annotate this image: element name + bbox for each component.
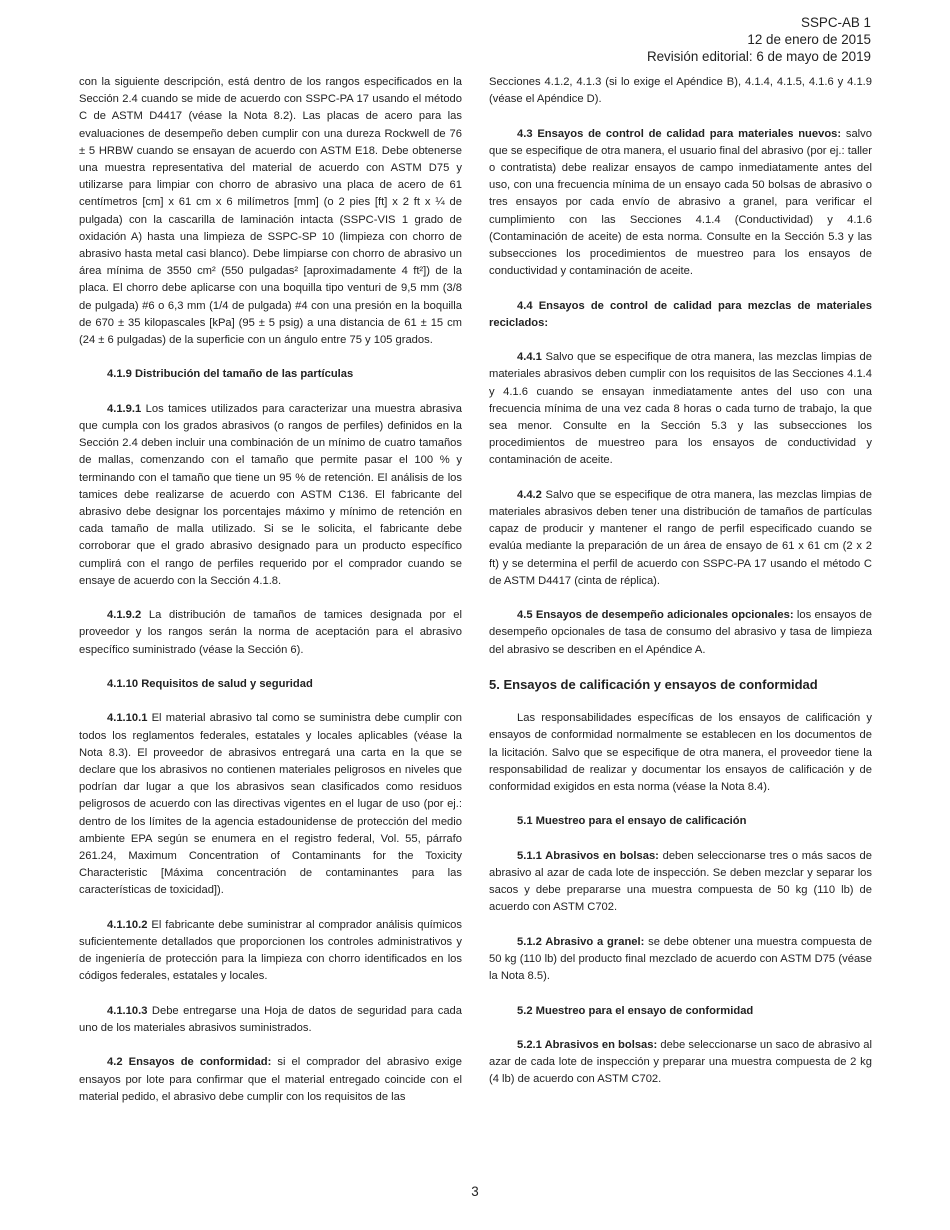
section-text: Salvo que se especifique de otra manera, las mezclas limpias de materiales abrasivos deben tener una distribución de tamaños de partículas capaz de producir y mantener el rango de perfil especificado cuando se evalúa mediante la preparación de un área de ensayo de 61 x 61 cm (2 x 2 ft) y se determina el perfil de acuerdo con SSPC-PA 17 usando el método C de ASTM D4417 (cinta de réplica). xyxy=(489,488,872,587)
section-number: 4.5 Ensayos de desempeño adicionales opcionales: xyxy=(517,609,794,622)
section-text: Debe entregarse una Hoja de datos de seguridad para cada uno de los materiales abrasivos suministrados. xyxy=(79,1004,462,1035)
section-text: El fabricante debe suministrar al comprador análisis químicos suficientemente detallados que proporcionen los controles administrativos y de ingeniería de protección para la limpieza con chorro identificados en los códigos federales, estatales y locales. xyxy=(79,918,462,983)
document-id: SSPC-AB 1 xyxy=(801,15,871,30)
section-number: 4.4.2 xyxy=(517,488,542,501)
section-4-1-10-2 xyxy=(79,917,462,986)
section-4-2 xyxy=(79,1054,462,1106)
section-number: 4.1.9.2 xyxy=(107,609,142,622)
section-4-1-9-1 xyxy=(79,401,462,590)
section-5-intro: Las responsabilidades específicas de los ensayos de calificación y ensayos de conformidad normalmente se establecen en los documentos de la licitación. Salvo que se especifique de otra manera, el proveedor tiene la responsabilidad de realizar y documentar los ensayos de calificación y de conformidad exigidos en esta norma (véase la Nota 8.4). xyxy=(489,712,872,794)
section-5-2-1 xyxy=(489,1037,872,1089)
section-4-5 xyxy=(489,607,872,659)
heading-5-1: 5.1 Muestreo para el ensayo de calificación xyxy=(517,815,747,828)
section-4-3 xyxy=(489,126,872,281)
section-number: 4.1.10.3 xyxy=(107,1004,148,1017)
section-text: deben seleccionarse tres o más sacos de abrasivo al azar de cada lote de inspección. Se deben mezclar y separar los sacos y debe prepararse una muestra compuesta de 50 kg (110 lb) de acuerdo con ASTM C702. xyxy=(489,849,872,914)
document-date: 12 de enero de 2015 xyxy=(747,32,871,47)
page-number: 3 xyxy=(471,1184,479,1199)
section-number: 4.3 Ensayos de control de calidad para materiales nuevos: xyxy=(517,127,842,140)
section-heading: 4.4 Ensayos de control de calidad para mezclas de materiales reciclados: xyxy=(489,299,872,329)
section-4-4-1 xyxy=(489,349,872,469)
section-number: 5.2.1 Abrasivos en bolsas: xyxy=(517,1038,658,1051)
section-text: los ensayos de desempeño opcionales de tasa de consumo del abrasivo y tasa de limpieza del abrasivo se describen en el Apéndice A. xyxy=(489,609,872,656)
section-4-1-9-2 xyxy=(79,607,462,659)
section-text: debe seleccionarse un saco de abrasivo al azar de cada lote de inspección y preparar una muestra compuesta de 2 kg (4 lb) de acuerdo con ASTM C702. xyxy=(489,1038,872,1086)
section-number: 4.1.9.1 xyxy=(107,402,142,415)
section-5-1-1 xyxy=(489,848,872,917)
section-4-1-10-3 xyxy=(79,1003,462,1037)
section-number: 4.4.1 xyxy=(517,351,542,364)
heading-4-1-9: 4.1.9 Distribución del tamaño de las partículas xyxy=(107,368,354,381)
heading-4-1-10: 4.1.10 Requisitos de salud y seguridad xyxy=(107,678,313,691)
section-number: 4.2 Ensayos de conformidad: xyxy=(107,1056,272,1069)
section-text: si el comprador del abrasivo exige ensayos por lote para confirmar que el material entregado coincide con el material pedido, el abrasivo debe cumplir con los requisitos de las xyxy=(79,1056,462,1103)
section-text: El material abrasivo tal como se suministra debe cumplir con todos los reglamentos federales, estatales y locales aplicables (véase la Nota 8.3). El proveedor de abrasivos entregará una carta en la que se declare que los abrasivos no contienen materiales peligrosos en niveles que podrían dar lugar a que los abrasivos sean clasificados como residuos peligrosos de acuerdo con las directivas vigentes en el lugar de uso (por ej.: dentro de los límites de la agencia estadounidense de protección del medio ambiente EPA según se enumera en el registro federal, Vol. 55, párrafo 261.24, Maximum Concentration of Contaminants for the Toxicity Characteristic [Máxima concentración de contaminantes para las características de toxicidad]). xyxy=(79,712,462,897)
section-text: La distribución de tamaños de tamices designada por el proveedor y los rangos serán la norma de aceptación para el abrasivo específico suministrado (véase la Sección 6). xyxy=(79,609,462,656)
section-text: se debe obtener una muestra compuesta de 50 kg (110 lb) del producto final mezclado de acuerdo con ASTM D75 (véase la Nota 8.5). xyxy=(489,935,873,983)
section-text: Los tamices utilizados para caracterizar una muestra abrasiva que cumpla con los grados abrasivos (o rangos de perfiles) definidos en la Sección 2.4 deben incluir una combinación de un mínimo de cuatro tamaños de mallas, comenzando con el tamaño que permite pasar el 100 % y terminando con el tamaño que tiene un 95 % de retención. El análisis de los tamices debe realizarse de acuerdo con ASTM C136. El fabricante del abrasivo debe designar los porcentajes máximo y mínimo de retención en cada tamaño de malla utilizado. Si se le solicita, el fabricante debe corroborar que el grado abrasivo designado para un producto específico cumplirá con el rango de perfiles requerido por el comprador cuando se ensaye de acuerdo con la Sección 4.1.8. xyxy=(79,402,462,587)
section-text: Salvo que se especifique de otra manera, las mezclas limpias de materiales abrasivos deben cumplir con los requisitos de las Secciones 4.1.4 y 4.1.6 cuando se ensayan inmediatamente antes del uso con una frecuencia mínima de una vez cada 8 horas o cada turno de trabajo, la que sea menor. Consulte en la Sección 5.3 y las subsecciones los procedimientos de muestreo para los ensayos de conductividad y contaminación de aceite. xyxy=(489,351,872,467)
page-header xyxy=(647,14,871,65)
paragraph-continued: con la siguiente descripción, está dentro de los rangos especificados en la Sección 2.4 cuando se mide de acuerdo con SSPC-PA 17 usando el método C de ASTM D4417 (véase la Nota 8.2). Las placas de acero para las evaluaciones de desempeño deben cumplir con una dureza Rockwell de 76 ± 5 HRBW cuando se ensayan de acuerdo con ASTM E18. Debe obtenerse una muestra representativa del material de acuerdo con ASTM D75 y utilizarse para limpiar con chorro de abrasivo una placa de acero de 61 centímetros [cm] x 61 cm x 6 milímetros [mm] (o 2 pies [ft] x 2 ft x ¼ de pulgada) con la cascarilla de laminación intacta (SSPC-VIS 1 grado de oxidación A) hasta una limpieza de SSPC-SP 10 (limpieza con chorro de abrasivo hasta metal casi blanco). Debe limpiarse con chorro de abrasivo un área mínima de 3550 cm² (550 pulgadas² [aproximadamente 4 ft²]) de la placa. El chorro debe aplicarse con una boquilla tipo venturi de 9,5 mm (3/8 de pulgada) #6 o 6,3 mm (1/4 de pulgada) #4 con una presión en la boquilla de 670 ± 35 kilopascales [kPa] (95 ± 5 psig) a una distancia de 61 ± 15 cm (24 ± 6 pulgadas) de la superficie con un ángulo entre 75 y 105 grados. xyxy=(79,76,462,347)
right-column xyxy=(489,74,872,1106)
section-4-4-2 xyxy=(489,487,872,590)
section-5-1-2 xyxy=(489,934,872,986)
section-number: 5.1.2 Abrasivo a granel: xyxy=(517,935,645,948)
section-number: 5.1.1 Abrasivos en bolsas: xyxy=(517,849,659,862)
revision-date: Revisión editorial: 6 de mayo de 2019 xyxy=(646,49,871,64)
heading-section-5: 5. Ensayos de calificación y ensayos de conformidad xyxy=(489,677,818,693)
heading-4-4 xyxy=(489,298,872,332)
section-text: salvo que se especifique de otra manera, el usuario final del abrasivo (por ej.: taller o contratista) debe realizar ensayos de campo inmediatamente antes del uso, con una frecuencia mínima de un ensayo cada 50 bolsas de abrasivo o tres ensayos por cada envío de abrasivo a granel, para verificar el cumplimiento con las Secciones 4.1.4 (Conductividad) y 4.1.6 (Contaminación de aceite) de esta norma. Consulte en la Sección 5.3 y las subsecciones los procedimientos de muestreo para los ensayos de conductividad y contaminación de aceite. xyxy=(489,127,872,278)
heading-5-2: 5.2 Muestreo para el ensayo de conformidad xyxy=(517,1004,754,1017)
left-column xyxy=(79,74,462,1123)
paragraph-continued: Secciones 4.1.2, 4.1.3 (si lo exige el Apéndice B), 4.1.4, 4.1.5, 4.1.6 y 4.1.9 (véase el Apéndice D). xyxy=(489,76,872,106)
section-number: 4.1.10.1 xyxy=(107,712,148,725)
section-number: 4.1.10.2 xyxy=(107,918,148,931)
section-4-1-10-1 xyxy=(79,710,462,899)
